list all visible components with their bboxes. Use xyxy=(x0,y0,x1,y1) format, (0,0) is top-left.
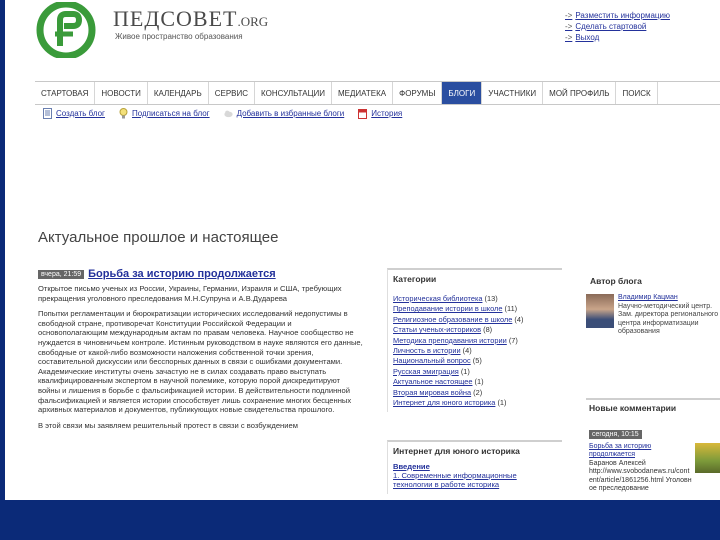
category-item[interactable]: Вторая мировая война (2) xyxy=(393,387,483,397)
intro-link[interactable]: Введение xyxy=(393,462,430,471)
history-label: История xyxy=(371,109,403,118)
nav-item-calendar[interactable]: КАЛЕНДАРЬ xyxy=(148,82,209,104)
blog-toolbar xyxy=(43,108,402,119)
category-item[interactable]: Методика преподавания истории (7) xyxy=(393,335,518,345)
nav-item-participants[interactable]: УЧАСТНИКИ xyxy=(482,82,543,104)
author-title: Автор блога xyxy=(590,276,642,286)
site-logo-icon[interactable] xyxy=(33,2,99,58)
page-title: Актуальное прошлое и настоящее xyxy=(38,229,279,246)
author-description: Научно-методический центр. Зам. директора регионального центра информатизации образования xyxy=(618,302,719,336)
author-box xyxy=(586,268,720,337)
site-name-suffix: .ORG xyxy=(237,14,269,29)
comment-text xyxy=(589,443,693,493)
site-name xyxy=(113,6,268,32)
category-item[interactable]: Актуальное настоящее (1) xyxy=(393,377,484,387)
post-paragraph: Попытки регламентации и бюрократизации исторических исследований недопустимы в свободной стране, противоречат Конституции Российской Федерации и основополагающим международным актам по правам человека. Научное сообщество не нуждается в чиновничьем контроле. Истинным руководством в науке являются его данные, свободные от какой-либо возможности наложения собственной точки зрения, составительной дискуссии или бесспорных данных в связи с ошибками документами. Академические институты очень зачастую не в силах создавать право выступать квалифицированным экспертом в научной полемике, которую порой дискредитируют войны и лишения в борьбе с фальсификацией истории. В действительности подлинной фальсификацией и является истории способствует лишь сохранение многих бесценных архивных материалов и документов, публикующих новые свидетельства прошлого. xyxy=(38,309,363,415)
author-avatar[interactable] xyxy=(586,294,614,328)
main-nav xyxy=(35,81,720,105)
create-blog-link[interactable] xyxy=(43,108,105,119)
category-item[interactable]: Национальный вопрос (5) xyxy=(393,356,482,366)
nav-item-my-profile[interactable]: МОЙ ПРОФИЛЬ xyxy=(543,82,616,104)
browser-page xyxy=(5,0,720,500)
categories-panel xyxy=(387,268,562,412)
lightbulb-icon xyxy=(119,108,128,119)
new-comments-title: Новые комментарии xyxy=(589,403,677,413)
new-comments-box xyxy=(586,398,720,493)
chapter-link[interactable]: 1. Современные информационные технологии в работе историка xyxy=(393,471,517,490)
category-item[interactable]: Религиозное образование в школе (4) xyxy=(393,314,524,324)
post-header xyxy=(38,268,363,280)
top-link-exit[interactable]: -> Выход xyxy=(565,33,600,42)
cloud-icon xyxy=(224,108,233,119)
post-date: вчера, 21:59 xyxy=(38,270,84,279)
subscribe-blog-link[interactable] xyxy=(119,108,210,119)
document-icon xyxy=(43,108,52,119)
author-card xyxy=(586,294,720,337)
top-link-make-start[interactable]: -> Сделать стартовой xyxy=(565,22,647,31)
categories-title: Категории xyxy=(393,274,437,284)
top-link-post-info[interactable]: -> Разместить информацию xyxy=(565,11,670,20)
comment-post-link[interactable]: Борьба за историю продолжается xyxy=(589,443,652,459)
comment-item xyxy=(589,443,720,493)
site-name-main: ПЕДСОВЕТ xyxy=(113,6,238,31)
nav-item-forums[interactable]: ФОРУМЫ xyxy=(393,82,442,104)
calendar-icon xyxy=(358,108,367,119)
author-name-link[interactable]: Владимир Кацман xyxy=(618,294,678,301)
internet-historian-panel xyxy=(387,440,562,494)
nav-item-search[interactable]: ПОИСК xyxy=(616,82,657,104)
internet-historian-title: Интернет для юного историка xyxy=(393,446,520,456)
comment-avatar[interactable] xyxy=(695,443,720,473)
nav-item-service[interactable]: СЕРВИС xyxy=(209,82,255,104)
category-item[interactable]: Личность в истории (4) xyxy=(393,346,472,356)
category-item[interactable]: Преподавание истории в школе (11) xyxy=(393,304,518,314)
comment-body: http://www.svobodanews.ru/content/article/1861256.html Уголовное преследование xyxy=(589,468,692,493)
top-links xyxy=(565,10,670,43)
blog-post xyxy=(38,268,363,436)
site-tagline: Живое пространство образования xyxy=(115,32,243,41)
categories-box xyxy=(387,268,562,412)
post-title-link[interactable]: Борьба за историю продолжается xyxy=(88,268,276,280)
bottom-frame xyxy=(0,500,720,540)
category-item[interactable]: Русская эмиграция (1) xyxy=(393,366,470,376)
nav-item-blogs[interactable]: БЛОГИ xyxy=(442,82,482,104)
category-item[interactable]: Статьи ученых-историков (8) xyxy=(393,325,493,335)
post-body xyxy=(38,284,363,430)
category-item[interactable]: Интернет для юного историка (1) xyxy=(393,398,507,408)
create-blog-label: Создать блог xyxy=(56,109,105,118)
category-item[interactable]: Историческая библиотека (13) xyxy=(393,294,498,303)
author-info xyxy=(618,294,720,337)
nav-item-mediateka[interactable]: МЕДИАТЕКА xyxy=(332,82,393,104)
history-link[interactable] xyxy=(358,108,402,119)
add-favorite-label: Добавить в избранные блоги xyxy=(236,109,345,118)
add-favorite-link[interactable] xyxy=(224,108,345,119)
nav-item-news[interactable]: НОВОСТИ xyxy=(95,82,147,104)
nav-item-start[interactable]: СТАРТОВАЯ xyxy=(35,82,95,104)
post-paragraph: Открытое письмо ученых из России, Украины, Германии, Израиля и США, требующих прекращения уголовного преследования М.Н.Супруна и А.В.Дударева xyxy=(38,284,342,303)
post-paragraph: В этой связи мы заявляем решительный протест в связи с возбуждением xyxy=(38,420,298,430)
subscribe-blog-label: Подписаться на блог xyxy=(131,109,210,118)
comment-date: сегодня, 10:15 xyxy=(589,430,642,439)
nav-item-consultations[interactable]: КОНСУЛЬТАЦИИ xyxy=(255,82,332,104)
categories-list xyxy=(393,294,557,408)
internet-historian-box xyxy=(387,440,562,494)
comment-author: Баранов Алексей xyxy=(589,459,646,467)
